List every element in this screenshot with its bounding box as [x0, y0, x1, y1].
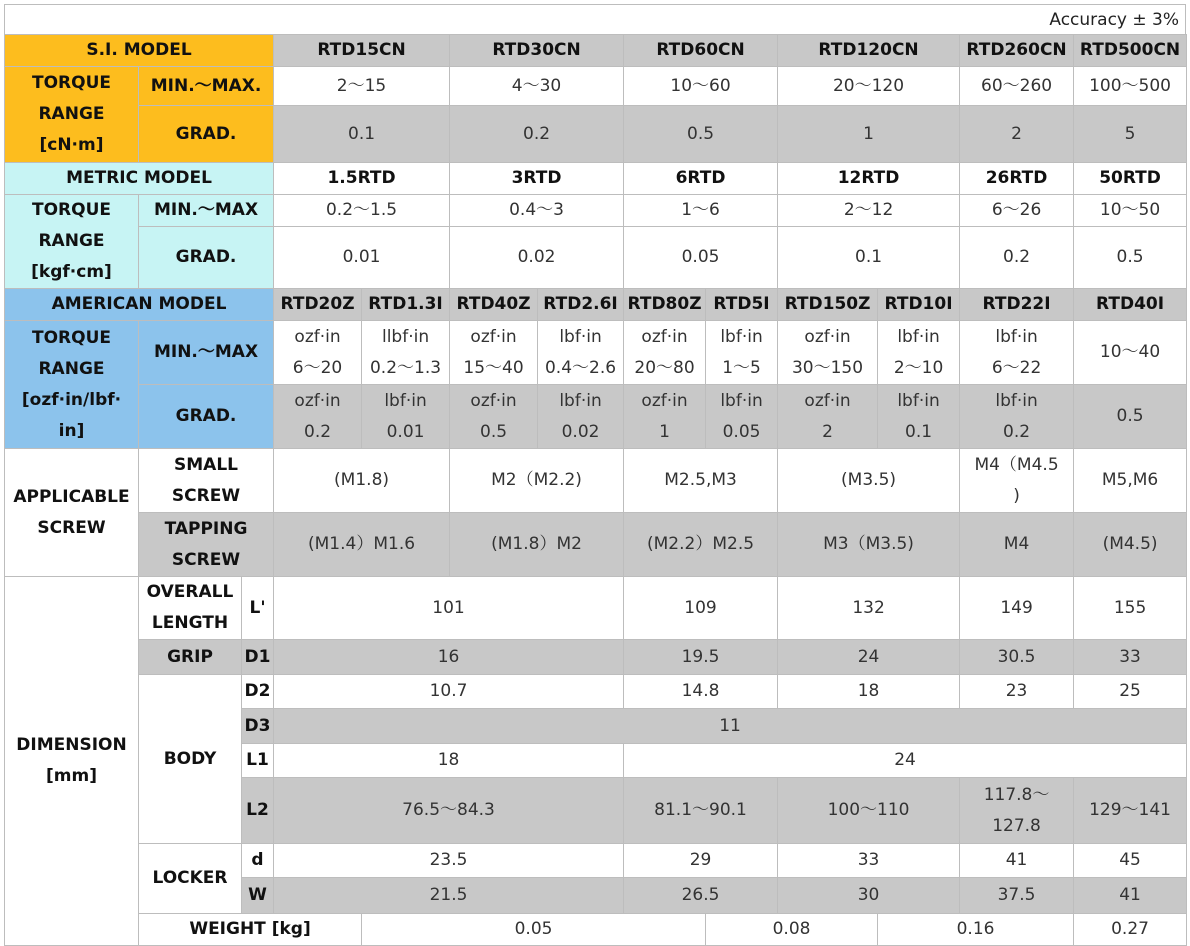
small-screw-row	[5, 449, 1187, 513]
si-model: RTD15CN	[274, 35, 450, 67]
weight: 0.27	[1074, 914, 1187, 946]
small-screw: M5,M6	[1074, 449, 1187, 513]
metric-minmax: 6～26	[960, 195, 1074, 227]
l1: 24	[624, 744, 1187, 778]
l2-symbol: L2	[242, 778, 274, 844]
american-grad: ozf·in 2	[778, 385, 878, 449]
overall-length: 155	[1074, 577, 1187, 640]
tapping-screw: (M2.2）M2.5	[624, 513, 778, 577]
metric-model-label: METRIC MODEL	[5, 163, 274, 195]
american-model-row	[5, 289, 1187, 321]
grip-label: GRIP	[139, 640, 242, 675]
american-grad: lbf·in 0.01	[362, 385, 450, 449]
l2: 100～110	[778, 778, 960, 844]
american-grad: lbf·in 0.2	[960, 385, 1074, 449]
metric-minmax: 1～6	[624, 195, 778, 227]
grip: 16	[274, 640, 624, 675]
si-grad: 0.5	[624, 106, 778, 163]
locker-d: 41	[960, 844, 1074, 878]
tapping-screw: (M4.5)	[1074, 513, 1187, 577]
american-minmax: llbf·in 0.2～1.3	[362, 321, 450, 385]
american-model-label: AMERICAN MODEL	[5, 289, 274, 321]
si-model: RTD500CN	[1074, 35, 1187, 67]
spec-sheet	[4, 4, 1186, 946]
tapping-screw: (M1.8）M2	[450, 513, 624, 577]
si-grad-row	[5, 106, 1187, 163]
american-model: RTD150Z	[778, 289, 878, 321]
american-minmax-label: MIN.～MAX	[139, 321, 274, 385]
american-grad: 0.5	[1074, 385, 1187, 449]
small-screw: (M3.5)	[778, 449, 960, 513]
weight-row	[5, 914, 1187, 946]
american-grad-label: GRAD.	[139, 385, 274, 449]
si-model-row	[5, 35, 1187, 67]
metric-minmax-row	[5, 195, 1187, 227]
metric-model: 3RTD	[450, 163, 624, 195]
american-model: RTD5I	[706, 289, 778, 321]
metric-model: 1.5RTD	[274, 163, 450, 195]
locker-w: 26.5	[624, 878, 778, 914]
si-minmax: 2～15	[274, 67, 450, 106]
american-model: RTD20Z	[274, 289, 362, 321]
american-grad: lbf·in 0.05	[706, 385, 778, 449]
american-grad: ozf·in 0.5	[450, 385, 538, 449]
l2: 117.8～ 127.8	[960, 778, 1074, 844]
weight: 0.05	[362, 914, 706, 946]
metric-grad: 0.1	[778, 227, 960, 289]
metric-grad: 0.5	[1074, 227, 1187, 289]
locker-w: 41	[1074, 878, 1187, 914]
small-screw: M2.5,M3	[624, 449, 778, 513]
grip: 33	[1074, 640, 1187, 675]
grip-row	[5, 640, 1187, 675]
metric-model: 50RTD	[1074, 163, 1187, 195]
locker-d: 33	[778, 844, 960, 878]
si-minmax: 100～500	[1074, 67, 1187, 106]
d2: 10.7	[274, 675, 624, 709]
american-model: RTD1.3I	[362, 289, 450, 321]
weight: 0.16	[878, 914, 1074, 946]
overall-length-symbol: L'	[242, 577, 274, 640]
locker-d-symbol: d	[242, 844, 274, 878]
locker-w: 37.5	[960, 878, 1074, 914]
overall-length: 149	[960, 577, 1074, 640]
metric-minmax: 2～12	[778, 195, 960, 227]
american-minmax: 10～40	[1074, 321, 1187, 385]
si-torque-label: TORQUE RANGE [cN·m]	[5, 67, 139, 163]
metric-model: 6RTD	[624, 163, 778, 195]
si-grad: 0.1	[274, 106, 450, 163]
tapping-screw: M4	[960, 513, 1074, 577]
american-minmax: lbf·in 2～10	[878, 321, 960, 385]
d3: 11	[274, 709, 1187, 744]
metric-grad-label: GRAD.	[139, 227, 274, 289]
l2: 76.5～84.3	[274, 778, 624, 844]
american-grad: ozf·in 1	[624, 385, 706, 449]
metric-torque-label: TORQUE RANGE [kgf·cm]	[5, 195, 139, 289]
dimension-label: DIMENSION [mm]	[5, 577, 139, 946]
overall-length: 101	[274, 577, 624, 640]
tapping-screw: M3（M3.5)	[778, 513, 960, 577]
metric-minmax: 0.4～3	[450, 195, 624, 227]
small-screw: M2（M2.2)	[450, 449, 624, 513]
metric-grad: 0.2	[960, 227, 1074, 289]
small-screw: (M1.8)	[274, 449, 450, 513]
grip: 19.5	[624, 640, 778, 675]
american-minmax: ozf·in 15～40	[450, 321, 538, 385]
tapping-screw-row	[5, 513, 1187, 577]
weight: 0.08	[706, 914, 878, 946]
si-model: RTD60CN	[624, 35, 778, 67]
d2: 14.8	[624, 675, 778, 709]
spec-table	[4, 34, 1187, 946]
metric-minmax: 0.2～1.5	[274, 195, 450, 227]
si-grad: 1	[778, 106, 960, 163]
si-model-label: S.I. MODEL	[5, 35, 274, 67]
american-minmax: lbf·in 0.4～2.6	[538, 321, 624, 385]
l2: 81.1～90.1	[624, 778, 778, 844]
american-model: RTD80Z	[624, 289, 706, 321]
si-minmax-label: MIN.～MAX.	[139, 67, 274, 106]
si-minmax: 60～260	[960, 67, 1074, 106]
american-minmax: ozf·in 6～20	[274, 321, 362, 385]
metric-minmax-label: MIN.～MAX	[139, 195, 274, 227]
l1: 18	[274, 744, 624, 778]
weight-label: WEIGHT [kg]	[139, 914, 362, 946]
locker-d-row	[5, 844, 1187, 878]
grip: 24	[778, 640, 960, 675]
si-minmax: 10～60	[624, 67, 778, 106]
locker-d: 45	[1074, 844, 1187, 878]
locker-label: LOCKER	[139, 844, 242, 914]
locker-w-symbol: W	[242, 878, 274, 914]
american-model: RTD40I	[1074, 289, 1187, 321]
american-minmax: lbf·in 1～5	[706, 321, 778, 385]
overall-length: 132	[778, 577, 960, 640]
overall-length: 109	[624, 577, 778, 640]
small-screw-label: SMALL SCREW	[139, 449, 274, 513]
locker-w: 30	[778, 878, 960, 914]
l1-symbol: L1	[242, 744, 274, 778]
american-minmax-row	[5, 321, 1187, 385]
grip-symbol: D1	[242, 640, 274, 675]
d3-symbol: D3	[242, 709, 274, 744]
si-minmax: 4～30	[450, 67, 624, 106]
d2: 18	[778, 675, 960, 709]
american-torque-label: TORQUE RANGE [ozf·in/lbf· in]	[5, 321, 139, 449]
locker-d: 23.5	[274, 844, 624, 878]
d2: 23	[960, 675, 1074, 709]
american-grad: ozf·in 0.2	[274, 385, 362, 449]
metric-grad: 0.01	[274, 227, 450, 289]
american-grad-row	[5, 385, 1187, 449]
american-model: RTD2.6I	[538, 289, 624, 321]
overall-length-row	[5, 577, 1187, 640]
american-minmax: ozf·in 20～80	[624, 321, 706, 385]
american-grad: lbf·in 0.1	[878, 385, 960, 449]
accuracy-note: Accuracy ± 3%	[4, 4, 1186, 34]
d2: 25	[1074, 675, 1187, 709]
l2: 129～141	[1074, 778, 1187, 844]
si-model: RTD120CN	[778, 35, 960, 67]
metric-model-row	[5, 163, 1187, 195]
si-grad: 5	[1074, 106, 1187, 163]
applicable-screw-label: APPLICABLE SCREW	[5, 449, 139, 577]
tapping-screw: (M1.4）M1.6	[274, 513, 450, 577]
body-label: BODY	[139, 675, 242, 844]
american-grad: lbf·in 0.02	[538, 385, 624, 449]
si-grad: 2	[960, 106, 1074, 163]
d2-symbol: D2	[242, 675, 274, 709]
metric-grad: 0.02	[450, 227, 624, 289]
metric-minmax: 10～50	[1074, 195, 1187, 227]
locker-w: 21.5	[274, 878, 624, 914]
metric-grad: 0.05	[624, 227, 778, 289]
locker-d: 29	[624, 844, 778, 878]
grip: 30.5	[960, 640, 1074, 675]
si-model: RTD260CN	[960, 35, 1074, 67]
american-model: RTD40Z	[450, 289, 538, 321]
metric-grad-row	[5, 227, 1187, 289]
si-grad: 0.2	[450, 106, 624, 163]
overall-length-label: OVERALL LENGTH	[139, 577, 242, 640]
si-minmax: 20～120	[778, 67, 960, 106]
d2-row	[5, 675, 1187, 709]
si-grad-label: GRAD.	[139, 106, 274, 163]
american-minmax: lbf·in 6～22	[960, 321, 1074, 385]
american-model: RTD10I	[878, 289, 960, 321]
american-minmax: ozf·in 30～150	[778, 321, 878, 385]
si-model: RTD30CN	[450, 35, 624, 67]
american-model: RTD22I	[960, 289, 1074, 321]
tapping-screw-label: TAPPING SCREW	[139, 513, 274, 577]
metric-model: 26RTD	[960, 163, 1074, 195]
metric-model: 12RTD	[778, 163, 960, 195]
small-screw: M4（M4.5 )	[960, 449, 1074, 513]
si-minmax-row	[5, 67, 1187, 106]
